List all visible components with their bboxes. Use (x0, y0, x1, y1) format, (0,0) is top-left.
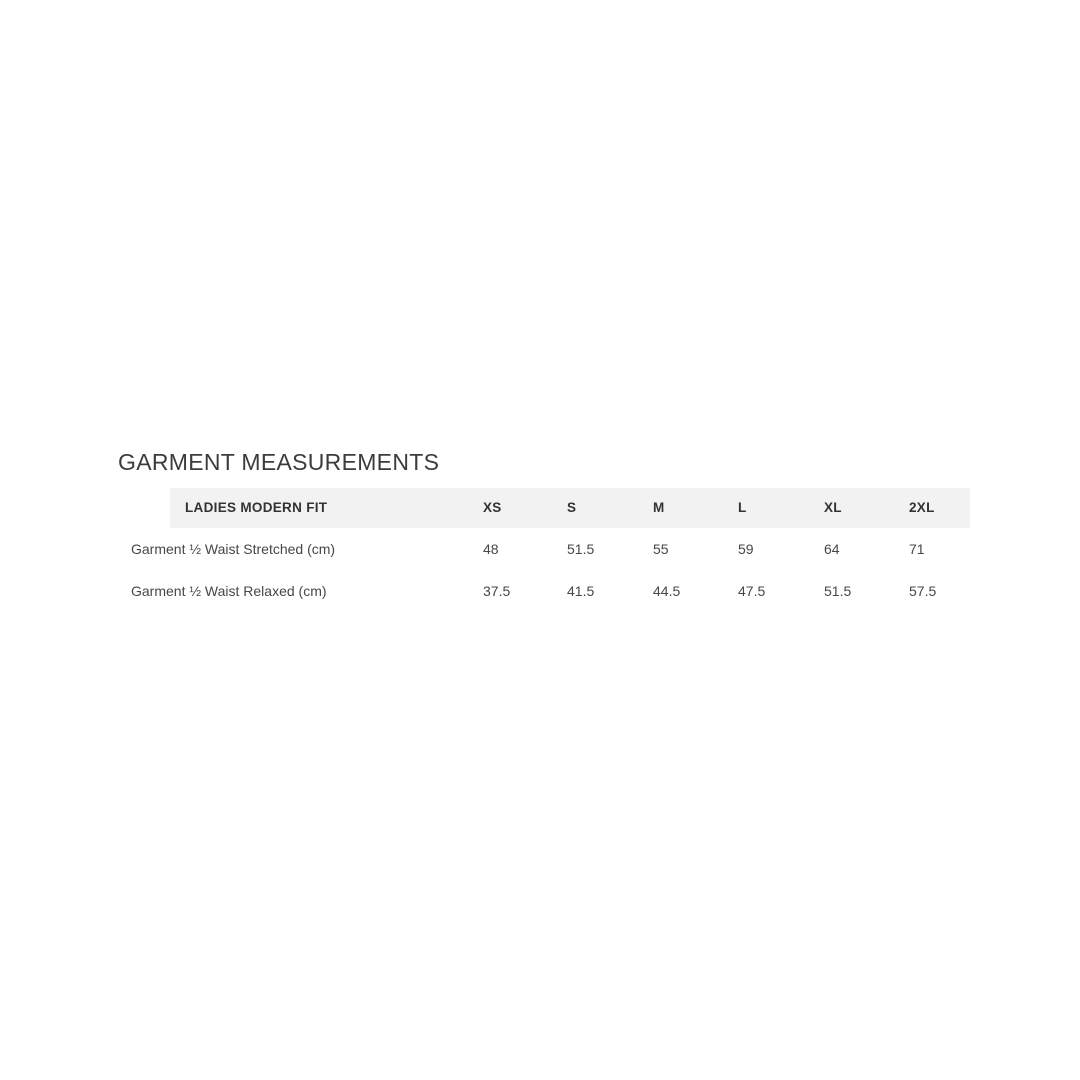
row-label-waist-stretched: Garment ½ Waist Stretched (cm) (131, 541, 336, 557)
cell-stretched-s: 51.5 (567, 541, 595, 557)
cell-stretched-m: 55 (653, 541, 669, 557)
cell-relaxed-l: 47.5 (738, 583, 766, 599)
column-header-2xl: 2XL (909, 500, 935, 515)
cell-stretched-2xl: 71 (909, 541, 925, 557)
page-title: GARMENT MEASUREMENTS (118, 449, 440, 475)
cell-relaxed-xl: 51.5 (824, 583, 852, 599)
cell-relaxed-s: 41.5 (567, 583, 595, 599)
column-header-xl: XL (824, 500, 842, 515)
cell-stretched-xs: 48 (483, 541, 499, 557)
cell-relaxed-2xl: 57.5 (909, 583, 937, 599)
column-header-s: S (567, 500, 577, 515)
column-header-l: L (738, 500, 747, 515)
cell-stretched-xl: 64 (824, 541, 840, 557)
cell-relaxed-m: 44.5 (653, 583, 681, 599)
column-header-fit-name: LADIES MODERN FIT (185, 500, 328, 515)
column-header-m: M (653, 500, 665, 515)
cell-relaxed-xs: 37.5 (483, 583, 511, 599)
row-label-waist-relaxed: Garment ½ Waist Relaxed (cm) (131, 583, 327, 599)
column-header-xs: XS (483, 500, 502, 515)
cell-stretched-l: 59 (738, 541, 754, 557)
